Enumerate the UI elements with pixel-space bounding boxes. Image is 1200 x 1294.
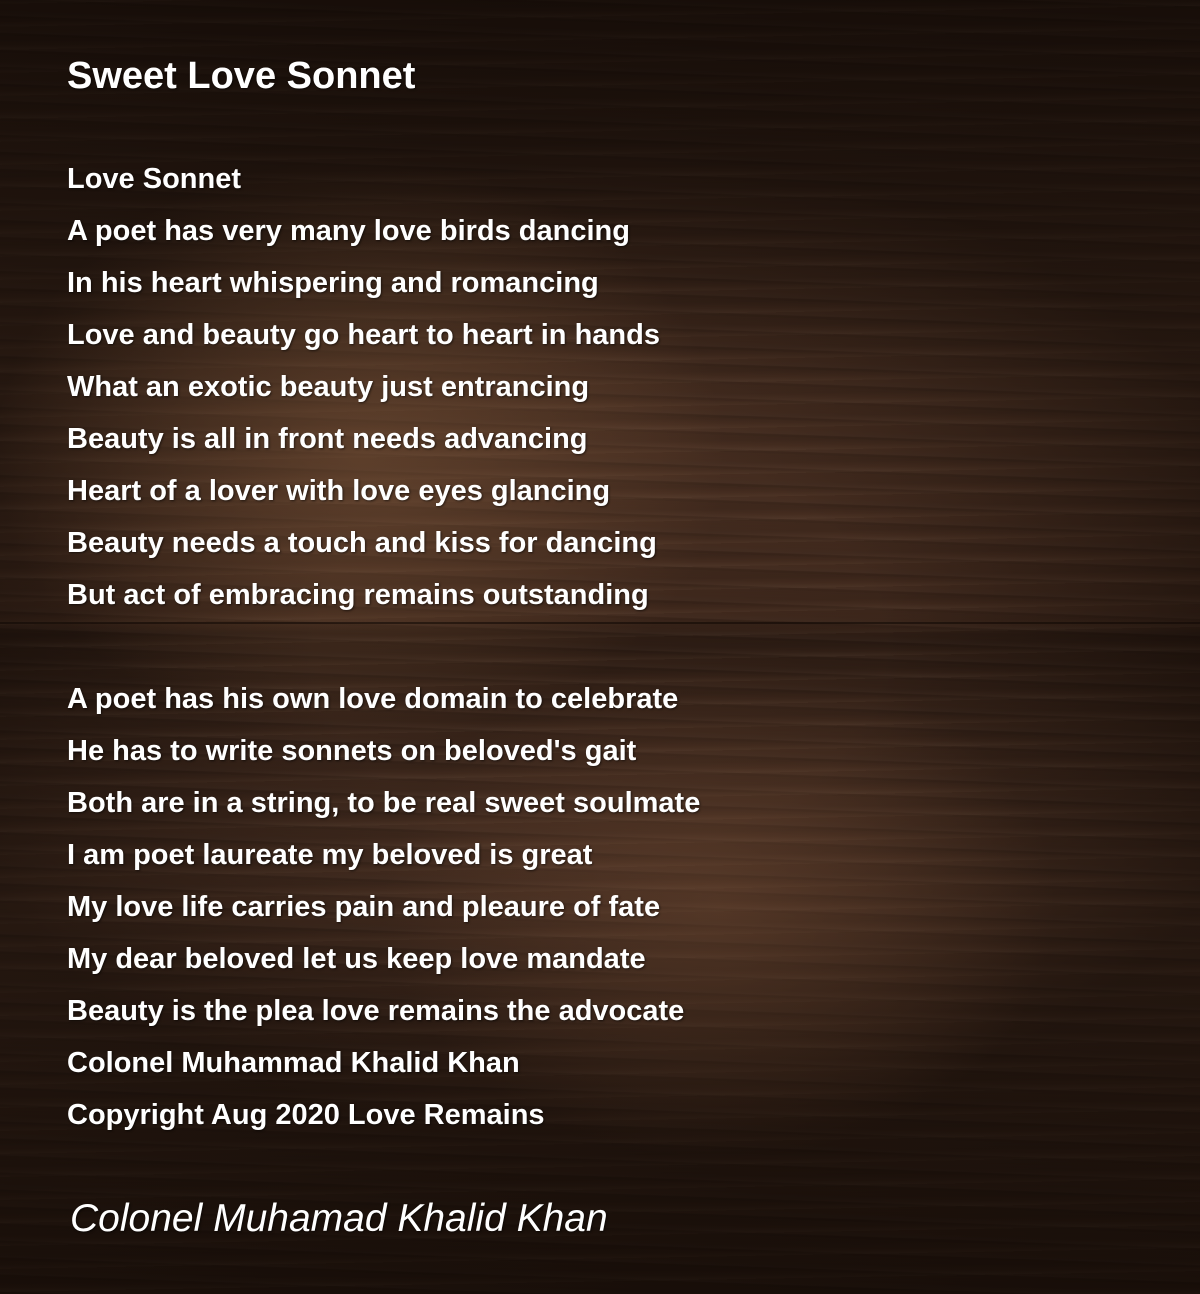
poem-line: My love life carries pain and pleaure of fate <box>67 891 661 923</box>
poem-line: Love Sonnet <box>67 163 242 195</box>
poem-line: A poet has very many love birds dancing <box>67 215 630 247</box>
poem-title: Sweet Love Sonnet <box>67 55 416 97</box>
poem-line: I am poet laureate my beloved is great <box>67 839 593 871</box>
poem-line: My dear beloved let us keep love mandate <box>67 943 646 975</box>
poem-line: Beauty is the plea love remains the advocate <box>67 995 685 1027</box>
poem-line: But act of embracing remains outstanding <box>67 579 649 611</box>
poem-line: Beauty is all in front needs advancing <box>67 423 588 455</box>
poem-line: A poet has his own love domain to celebrate <box>67 683 679 715</box>
stanza-2 <box>67 673 1127 1141</box>
poem-line: Colonel Muhammad Khalid Khan <box>67 1047 520 1079</box>
poem-body <box>67 153 1127 1141</box>
poem-line: Heart of a lover with love eyes glancing <box>67 475 611 507</box>
poem-line: In his heart whispering and romancing <box>67 267 599 299</box>
author-name: Colonel Muhamad Khalid Khan <box>70 1197 608 1240</box>
stanza-1 <box>67 153 1127 621</box>
poem-line: Beauty needs a touch and kiss for dancing <box>67 527 657 559</box>
poem-line: Copyright Aug 2020 Love Remains <box>67 1099 545 1131</box>
poem-container <box>67 50 1127 1193</box>
poem-line: Both are in a string, to be real sweet soulmate <box>67 787 701 819</box>
poem-line: He has to write sonnets on beloved's gait <box>67 735 637 767</box>
poem-line: What an exotic beauty just entrancing <box>67 371 590 403</box>
poem-line: Love and beauty go heart to heart in hands <box>67 319 660 351</box>
